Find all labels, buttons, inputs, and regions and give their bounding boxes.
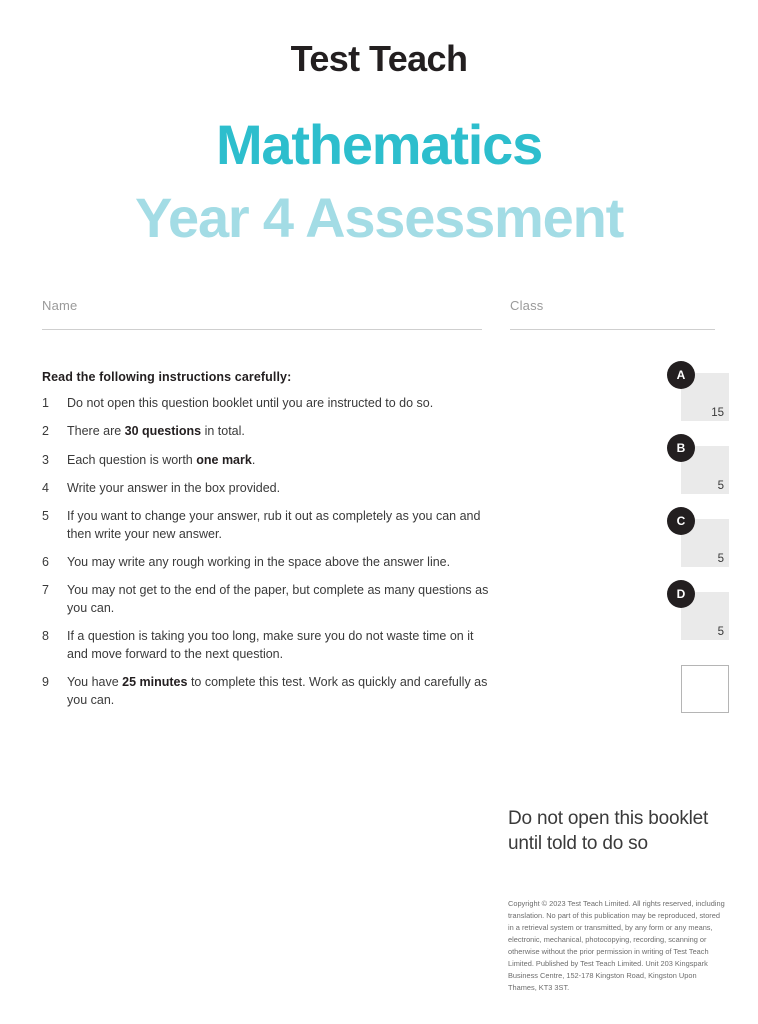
name-field[interactable] — [42, 298, 482, 330]
instruction-text: You have 25 minutes to complete this test. Work as quickly and carefully as you can. — [67, 675, 488, 707]
instructions-list — [42, 395, 492, 710]
section-mark-box — [676, 587, 729, 640]
instruction-item — [42, 423, 492, 441]
page-title: Mathematics — [215, 113, 543, 176]
section-marks-value: 15 — [711, 407, 724, 419]
instruction-number: 5 — [42, 509, 49, 523]
do-not-open-notice: Do not open this booklet until told to do so — [508, 808, 709, 855]
instruction-text: You may not get to the end of the paper, but complete as many questions as you can. — [67, 583, 489, 615]
instruction-number: 9 — [42, 675, 49, 690]
instruction-number: 1 — [42, 396, 49, 410]
section-marks-grid — [667, 368, 727, 713]
copyright-text: Copyright © 2023 Test Teach Limited. All rights reserved, including translation. No part of this publication may be reproduced, stored in a retrieval system or transmitted, by any form or any means, electronic, mechanical, photocopying, recording, scanning or otherwise without the prior permission in writing of Test Teach Limited. Published by Test Teach Limited. Unit 203 Kingspark Business Centre, 152-178 Kingston Road, Kingston Upon Thames, KT3 3ST. — [508, 899, 725, 992]
instruction-item — [42, 554, 492, 572]
section-marks-value: 5 — [717, 553, 724, 565]
instruction-number: 8 — [42, 629, 49, 644]
section-letter-badge: D — [667, 580, 695, 608]
page-subtitle: Year 4 Assessment — [134, 186, 624, 249]
instruction-text: There are 30 questions in total. — [67, 424, 245, 439]
instructions-block — [42, 370, 492, 720]
instruction-text: If a question is taking you too long, make sure you do not waste time on it and move forward to the next question. — [67, 629, 474, 661]
instruction-number: 2 — [42, 424, 49, 439]
instruction-item — [42, 674, 492, 710]
section-mark-box — [676, 514, 729, 567]
class-field[interactable] — [510, 298, 715, 330]
section-marks-value: 5 — [717, 480, 724, 492]
instruction-text: You may write any rough working in the space above the answer line. — [67, 555, 451, 569]
instructions-heading: Read the following instructions carefully: — [42, 370, 292, 384]
instruction-number: 7 — [42, 583, 49, 598]
instruction-text: Do not open this question booklet until you are instructed to do so. — [67, 396, 434, 410]
instruction-item — [42, 582, 492, 618]
brand-logo: Test Teach — [290, 38, 468, 79]
instruction-item — [42, 480, 492, 498]
instruction-number: 6 — [42, 555, 49, 569]
instruction-number: 4 — [42, 480, 49, 495]
instruction-item — [42, 628, 492, 664]
section-letter-badge: A — [667, 361, 695, 389]
name-field-rule — [42, 329, 482, 330]
instruction-number: 3 — [42, 452, 49, 467]
section-mark-box — [676, 368, 729, 421]
instruction-text: Write your answer in the box provided. — [67, 480, 281, 495]
instruction-text: If you want to change your answer, rub it out as completely as you can and then write your new answer. — [67, 509, 481, 541]
instruction-item — [42, 452, 492, 470]
instruction-text: Each question is worth one mark. — [67, 452, 256, 467]
class-field-label: Class — [510, 298, 544, 313]
name-field-label: Name — [42, 298, 78, 313]
instruction-item — [42, 508, 492, 544]
total-marks-box[interactable] — [681, 665, 729, 713]
instruction-item — [42, 395, 492, 413]
section-letter-badge: B — [667, 434, 695, 462]
class-field-rule — [510, 329, 715, 330]
section-letter-badge: C — [667, 507, 695, 535]
section-mark-box — [676, 441, 729, 494]
section-marks-value: 5 — [717, 626, 724, 638]
